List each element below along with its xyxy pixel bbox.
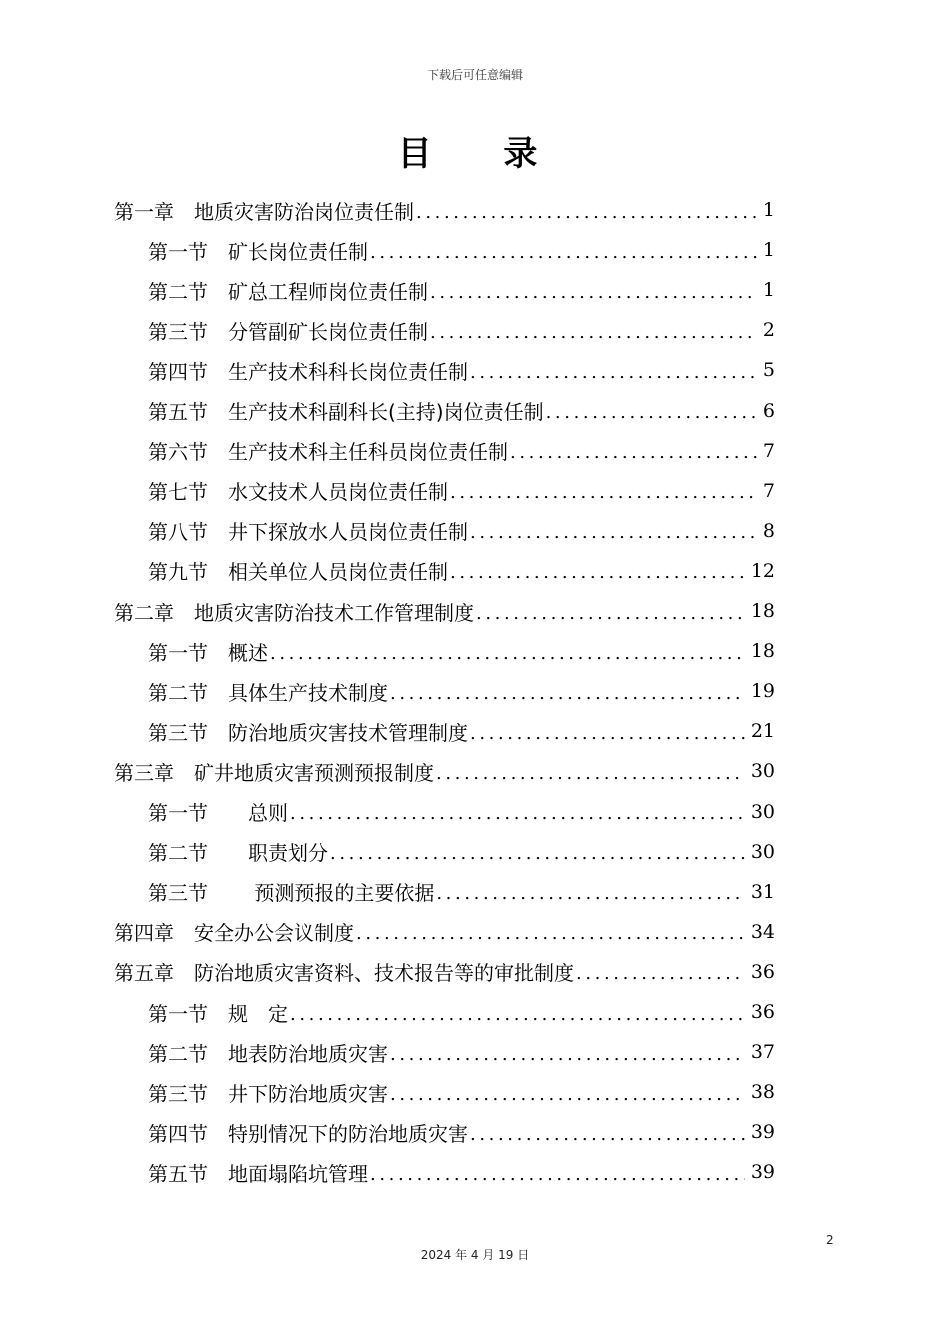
toc-entry-label: 第六节 生产技术科主任科员岗位责任制	[148, 440, 508, 465]
toc-entry-page: 38	[750, 1081, 775, 1104]
toc-dot-leader	[430, 278, 757, 303]
toc-entry-label: 第二节 职责划分	[148, 841, 328, 866]
toc-section-entry[interactable]	[148, 350, 775, 390]
toc-dot-leader	[370, 1160, 745, 1185]
toc-section-entry[interactable]	[148, 1152, 775, 1192]
toc-dot-leader	[450, 478, 757, 503]
toc-entry-label: 第三节 井下防治地质灾害	[148, 1081, 388, 1106]
toc-section-entry[interactable]	[148, 471, 775, 511]
toc-chapter-entry[interactable]	[114, 952, 775, 992]
toc-dot-leader	[416, 198, 757, 223]
toc-entry-label: 第九节 相关单位人员岗位责任制	[148, 560, 448, 585]
toc-entry-page: 36	[750, 1001, 775, 1023]
toc-section-entry[interactable]	[148, 551, 775, 591]
toc-section-entry[interactable]	[148, 511, 775, 551]
toc-entry-label: 第三节 预测预报的主要依据	[148, 881, 435, 906]
toc-dot-leader	[476, 599, 745, 624]
toc-section-entry[interactable]	[148, 872, 775, 912]
toc-entry-label: 第三节 分管副矿长岗位责任制	[148, 319, 428, 344]
toc-dot-leader	[576, 959, 745, 984]
toc-entry-page: 21	[750, 720, 775, 743]
toc-entry-page: 5	[762, 359, 775, 382]
toc-entry-page: 30	[750, 760, 775, 783]
toc-section-entry[interactable]	[148, 391, 775, 431]
toc-entry-page: 8	[762, 519, 775, 542]
toc-dot-leader	[470, 1120, 745, 1145]
toc-entry-label: 第一节 规 定	[148, 1001, 288, 1026]
page-header: 下载后可任意编辑	[426, 68, 523, 82]
toc-dot-leader	[370, 238, 757, 263]
page-number: 2	[826, 1233, 834, 1247]
toc-dot-leader	[390, 1080, 745, 1105]
toc-entry-page: 31	[750, 880, 775, 903]
toc-entry-page: 34	[750, 920, 775, 943]
toc-section-entry[interactable]	[148, 992, 775, 1032]
toc-entry-label: 第七节 水文技术人员岗位责任制	[148, 480, 448, 505]
toc-entry-label: 第三节 防治地质灾害技术管理制度	[148, 720, 468, 745]
toc-entry-label: 第二节 具体生产技术制度	[148, 680, 388, 705]
toc-entry-label: 第四章 安全办公会议制度	[114, 921, 354, 946]
toc-section-entry[interactable]	[148, 631, 775, 671]
toc-section-entry[interactable]	[148, 1072, 775, 1112]
toc-dot-leader	[436, 759, 745, 784]
toc-chapter-entry[interactable]	[114, 912, 775, 952]
toc-entry-label: 第五章 防治地质灾害资料、技术报告等的审批制度	[114, 961, 574, 986]
toc-entry-page: 6	[762, 399, 775, 422]
toc-entry-page: 36	[750, 960, 775, 983]
toc-dot-leader	[470, 358, 757, 383]
toc-section-entry[interactable]	[148, 711, 775, 751]
toc-dot-leader	[330, 839, 745, 864]
toc-entry-page: 30	[750, 840, 775, 863]
page-footer-date: 2024 年 4 月 19 日	[420, 1248, 530, 1262]
toc-section-entry[interactable]	[148, 310, 775, 350]
toc-dot-leader	[356, 919, 745, 944]
toc-dot-leader	[436, 879, 744, 904]
toc-entry-page: 39	[750, 1121, 775, 1144]
toc-entry-label: 第五节 地面塌陷坑管理	[148, 1161, 368, 1186]
toc-dot-leader	[290, 1000, 745, 1025]
toc-entry-label: 第八节 井下探放水人员岗位责任制	[148, 520, 468, 545]
toc-dot-leader	[390, 1040, 745, 1065]
toc-entry-label: 第三章 矿井地质灾害预测预报制度	[114, 760, 434, 785]
toc-dot-leader	[470, 719, 745, 744]
toc-section-entry[interactable]	[148, 270, 775, 310]
toc-entry-label: 第四节 特别情况下的防治地质灾害	[148, 1121, 468, 1146]
toc-dot-leader	[546, 398, 757, 423]
toc-entry-page: 1	[762, 239, 775, 262]
toc-section-entry[interactable]	[148, 431, 775, 471]
toc-chapter-entry[interactable]	[114, 190, 775, 230]
toc-dot-leader	[450, 558, 745, 583]
toc-entry-page: 2	[762, 319, 775, 342]
toc-entry-page: 19	[750, 680, 775, 703]
toc-entry-label: 第四节 生产技术科科长岗位责任制	[148, 359, 468, 384]
toc-entry-page: 1	[762, 279, 775, 302]
toc-entry-page: 39	[750, 1161, 775, 1184]
toc-entry-label: 第一节 概述	[148, 640, 268, 665]
toc-section-entry[interactable]	[148, 792, 775, 832]
toc-section-entry[interactable]	[148, 1112, 775, 1152]
toc-section-entry[interactable]	[148, 671, 775, 711]
toc-entry-page: 12	[750, 559, 775, 582]
toc-dot-leader	[510, 438, 757, 463]
toc-entry-page: 1	[762, 199, 775, 221]
toc-entry-page: 30	[750, 800, 775, 823]
toc-chapter-entry[interactable]	[114, 751, 775, 791]
toc-title: 目 录	[397, 134, 568, 174]
toc-section-entry[interactable]	[148, 1032, 775, 1072]
toc-section-entry[interactable]	[148, 832, 775, 872]
toc-section-entry[interactable]	[148, 230, 775, 270]
toc-entry-label: 第二章 地质灾害防治技术工作管理制度	[114, 600, 474, 625]
toc-dot-leader	[290, 799, 745, 824]
toc-entry-label: 第一节 矿长岗位责任制	[148, 239, 368, 264]
toc-entry-label: 第二节 地表防治地质灾害	[148, 1041, 388, 1066]
toc-dot-leader	[470, 518, 757, 543]
toc-entry-label: 第一章 地质灾害防治岗位责任制	[114, 199, 414, 224]
toc-entry-label: 第一节 总则	[148, 801, 288, 825]
toc-entry-label: 第五节 生产技术科副科长(主持)岗位责任制	[148, 400, 544, 424]
toc-entry-page: 7	[762, 479, 775, 502]
toc-dot-leader	[430, 318, 757, 343]
toc-entry-page: 37	[750, 1041, 775, 1064]
toc-entry-page: 18	[750, 640, 775, 663]
toc-dot-leader	[270, 639, 745, 664]
toc-chapter-entry[interactable]	[114, 591, 775, 631]
toc-dot-leader	[390, 679, 745, 704]
toc-entry-page: 18	[750, 600, 775, 622]
toc-entry-page: 7	[762, 439, 775, 462]
toc-entry-label: 第二节 矿总工程师岗位责任制	[148, 279, 428, 304]
